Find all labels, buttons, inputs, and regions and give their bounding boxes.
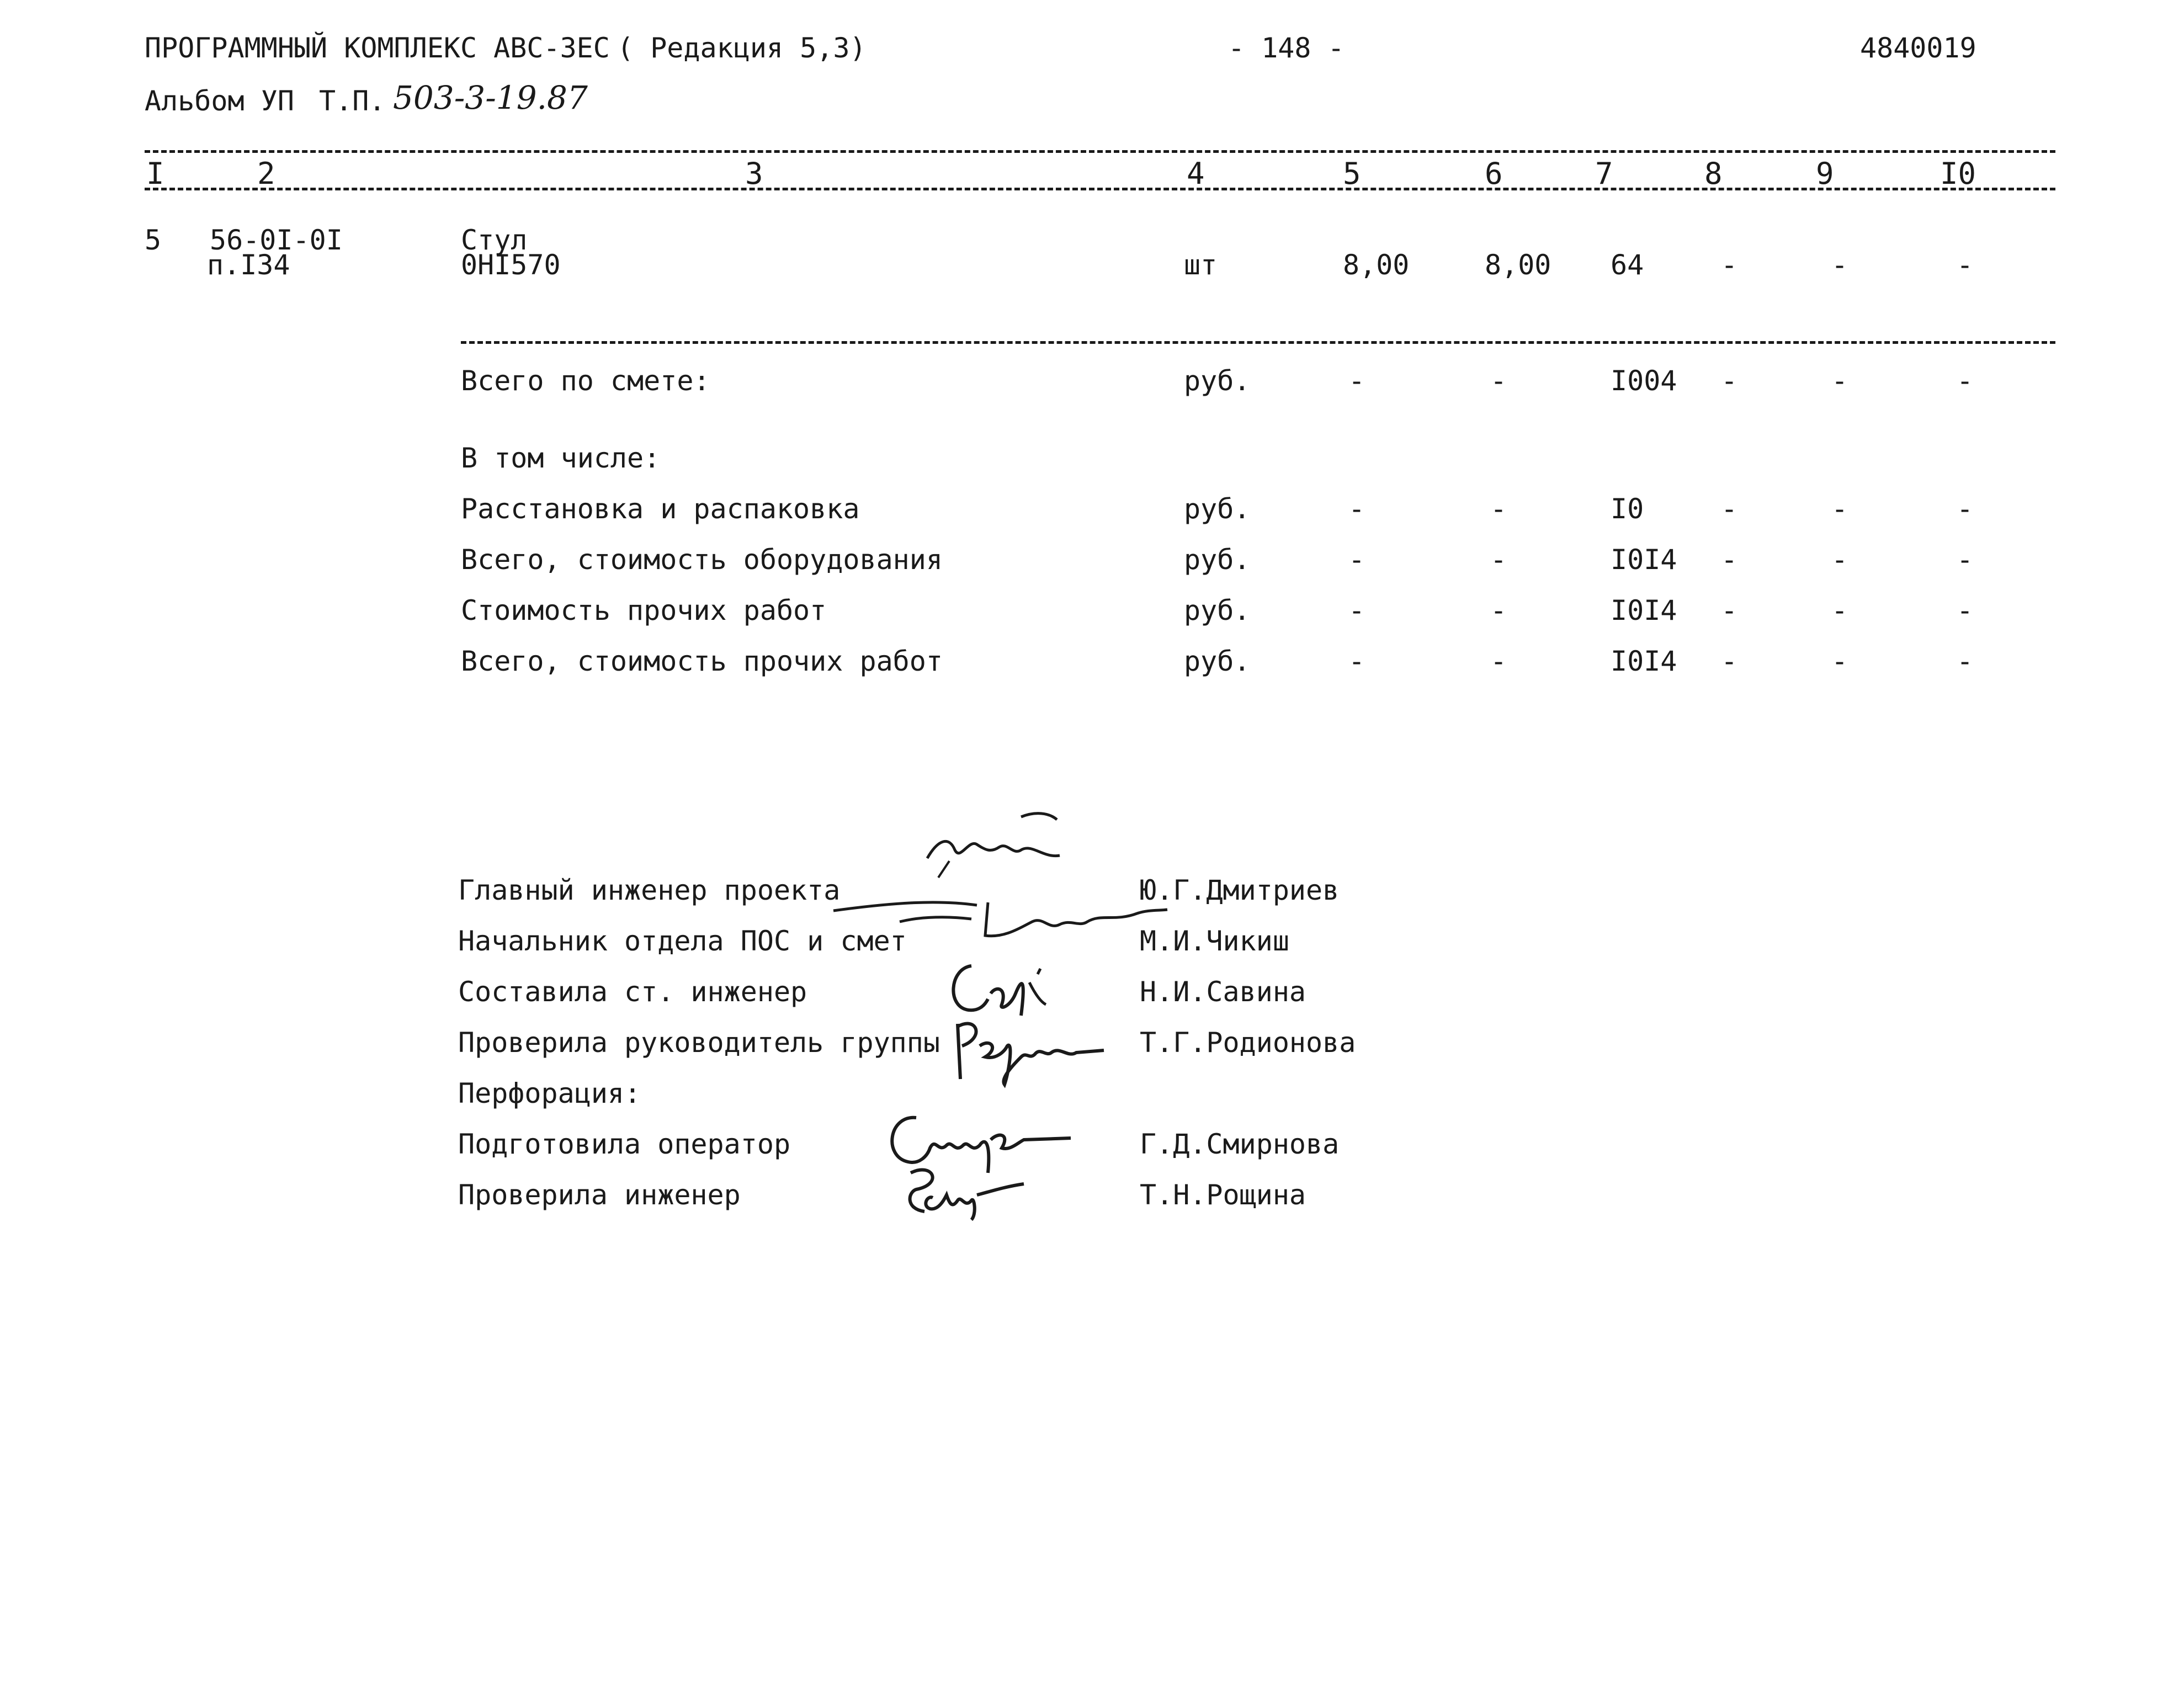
breakdown-col8: - — [1721, 544, 1738, 576]
breakdown-col7: I0 — [1611, 493, 1644, 525]
breakdown-col8: - — [1721, 493, 1738, 525]
breakdown-col8: - — [1721, 645, 1738, 677]
col-header-3: 3 — [745, 156, 763, 191]
signature-roshchina — [894, 1162, 1038, 1223]
item-unit: шт — [1184, 249, 1218, 281]
breakdown-col5: - — [1348, 645, 1365, 677]
col-header-9: 9 — [1816, 156, 1834, 191]
signature-role: Подготовила оператор — [458, 1128, 791, 1160]
breakdown-col10: - — [1957, 594, 1974, 626]
col-header-4: 4 — [1187, 156, 1205, 191]
signature-name: М.И.Чикиш — [1140, 925, 1289, 957]
col-header-7: 7 — [1595, 156, 1613, 191]
breakdown-label: Всего, стоимость оборудования — [461, 544, 943, 576]
signature-role: Проверила инженер — [458, 1179, 741, 1211]
tp-number-handwritten: 503-3-19.87 — [393, 79, 588, 116]
program-title: ПРОГРАММНЫЙ КОМПЛЕКС АВС-ЗЕС — [145, 32, 610, 64]
total-col7: I004 — [1611, 365, 1677, 397]
tp-label: Т.П. — [319, 85, 386, 117]
item-name: Стул — [461, 224, 528, 256]
item-col5: 8,00 — [1343, 249, 1410, 281]
breakdown-col7: I0I4 — [1611, 544, 1677, 576]
item-code-sub: п.I34 — [207, 249, 290, 281]
signature-role: Проверила руководитель группы — [458, 1027, 940, 1059]
breakdown-unit: руб. — [1184, 645, 1251, 677]
breakdown-col9: - — [1831, 493, 1848, 525]
item-col6: 8,00 — [1485, 249, 1551, 281]
signature-dmitriev — [916, 806, 1082, 883]
signature-name: Т.Н.Рощина — [1140, 1179, 1306, 1211]
breakdown-col8: - — [1721, 594, 1738, 626]
signature-role: Главный инженер проекта — [458, 874, 841, 906]
header-top-rule — [145, 150, 2055, 153]
breakdown-col5: - — [1348, 594, 1365, 626]
item-col9: - — [1831, 249, 1848, 281]
total-col5: - — [1348, 365, 1365, 397]
item-code: 56-0I-0I — [210, 224, 343, 256]
totals-rule — [461, 341, 2055, 344]
breakdown-label: Всего, стоимость прочих работ — [461, 645, 943, 677]
breakdown-label: Стоимость прочих работ — [461, 594, 827, 626]
total-col8: - — [1721, 365, 1738, 397]
breakdown-col6: - — [1490, 594, 1507, 626]
breakdown-col9: - — [1831, 594, 1848, 626]
item-col7: 64 — [1611, 249, 1644, 281]
total-unit: руб. — [1184, 365, 1251, 397]
col-header-6: 6 — [1485, 156, 1503, 191]
col-header-10: I0 — [1940, 156, 1976, 191]
item-name-sub: 0НI570 — [461, 249, 561, 281]
breakdown-label: Расстановка и распаковка — [461, 493, 860, 525]
album-label: Альбом УП — [145, 85, 294, 117]
page-number: - 148 - — [1228, 32, 1345, 64]
breakdown-col6: - — [1490, 493, 1507, 525]
breakdown-col5: - — [1348, 544, 1365, 576]
signature-role: Составила ст. инженер — [458, 976, 807, 1008]
signature-role: Перфорация: — [458, 1077, 641, 1109]
breakdown-col5: - — [1348, 493, 1365, 525]
total-col6: - — [1490, 365, 1507, 397]
signature-role: Начальник отдела ПОС и смет — [458, 925, 907, 957]
breakdown-col7: I0I4 — [1611, 594, 1677, 626]
signature-rodionova — [947, 1007, 1112, 1090]
signature-name: Н.И.Савина — [1140, 976, 1306, 1008]
total-col10: - — [1957, 365, 1974, 397]
breakdown-col7: I0I4 — [1611, 645, 1677, 677]
breakdown-col9: - — [1831, 645, 1848, 677]
signature-chikish — [828, 883, 1170, 949]
breakdown-unit: руб. — [1184, 594, 1251, 626]
breakdown-col6: - — [1490, 645, 1507, 677]
item-number: 5 — [145, 224, 162, 256]
header-bottom-rule — [145, 188, 2055, 190]
total-label: Всего по смете: — [461, 365, 710, 397]
signature-name: Ю.Г.Дмитриев — [1140, 874, 1340, 906]
col-header-8: 8 — [1704, 156, 1723, 191]
including-label: В том числе: — [461, 442, 661, 474]
col-header-2: 2 — [257, 156, 275, 191]
total-col9: - — [1831, 365, 1848, 397]
item-col8: - — [1721, 249, 1738, 281]
col-header-1: I — [146, 156, 164, 191]
breakdown-col6: - — [1490, 544, 1507, 576]
document-code: 4840019 — [1860, 32, 1976, 64]
breakdown-col9: - — [1831, 544, 1848, 576]
breakdown-col10: - — [1957, 493, 1974, 525]
breakdown-col10: - — [1957, 645, 1974, 677]
edition-label: ( Редакция 5,3) — [617, 32, 867, 64]
breakdown-col10: - — [1957, 544, 1974, 576]
signature-name: Т.Г.Родионова — [1140, 1027, 1356, 1059]
signature-name: Г.Д.Смирнова — [1140, 1128, 1340, 1160]
col-header-5: 5 — [1343, 156, 1361, 191]
breakdown-unit: руб. — [1184, 544, 1251, 576]
breakdown-unit: руб. — [1184, 493, 1251, 525]
item-col10: - — [1957, 249, 1974, 281]
